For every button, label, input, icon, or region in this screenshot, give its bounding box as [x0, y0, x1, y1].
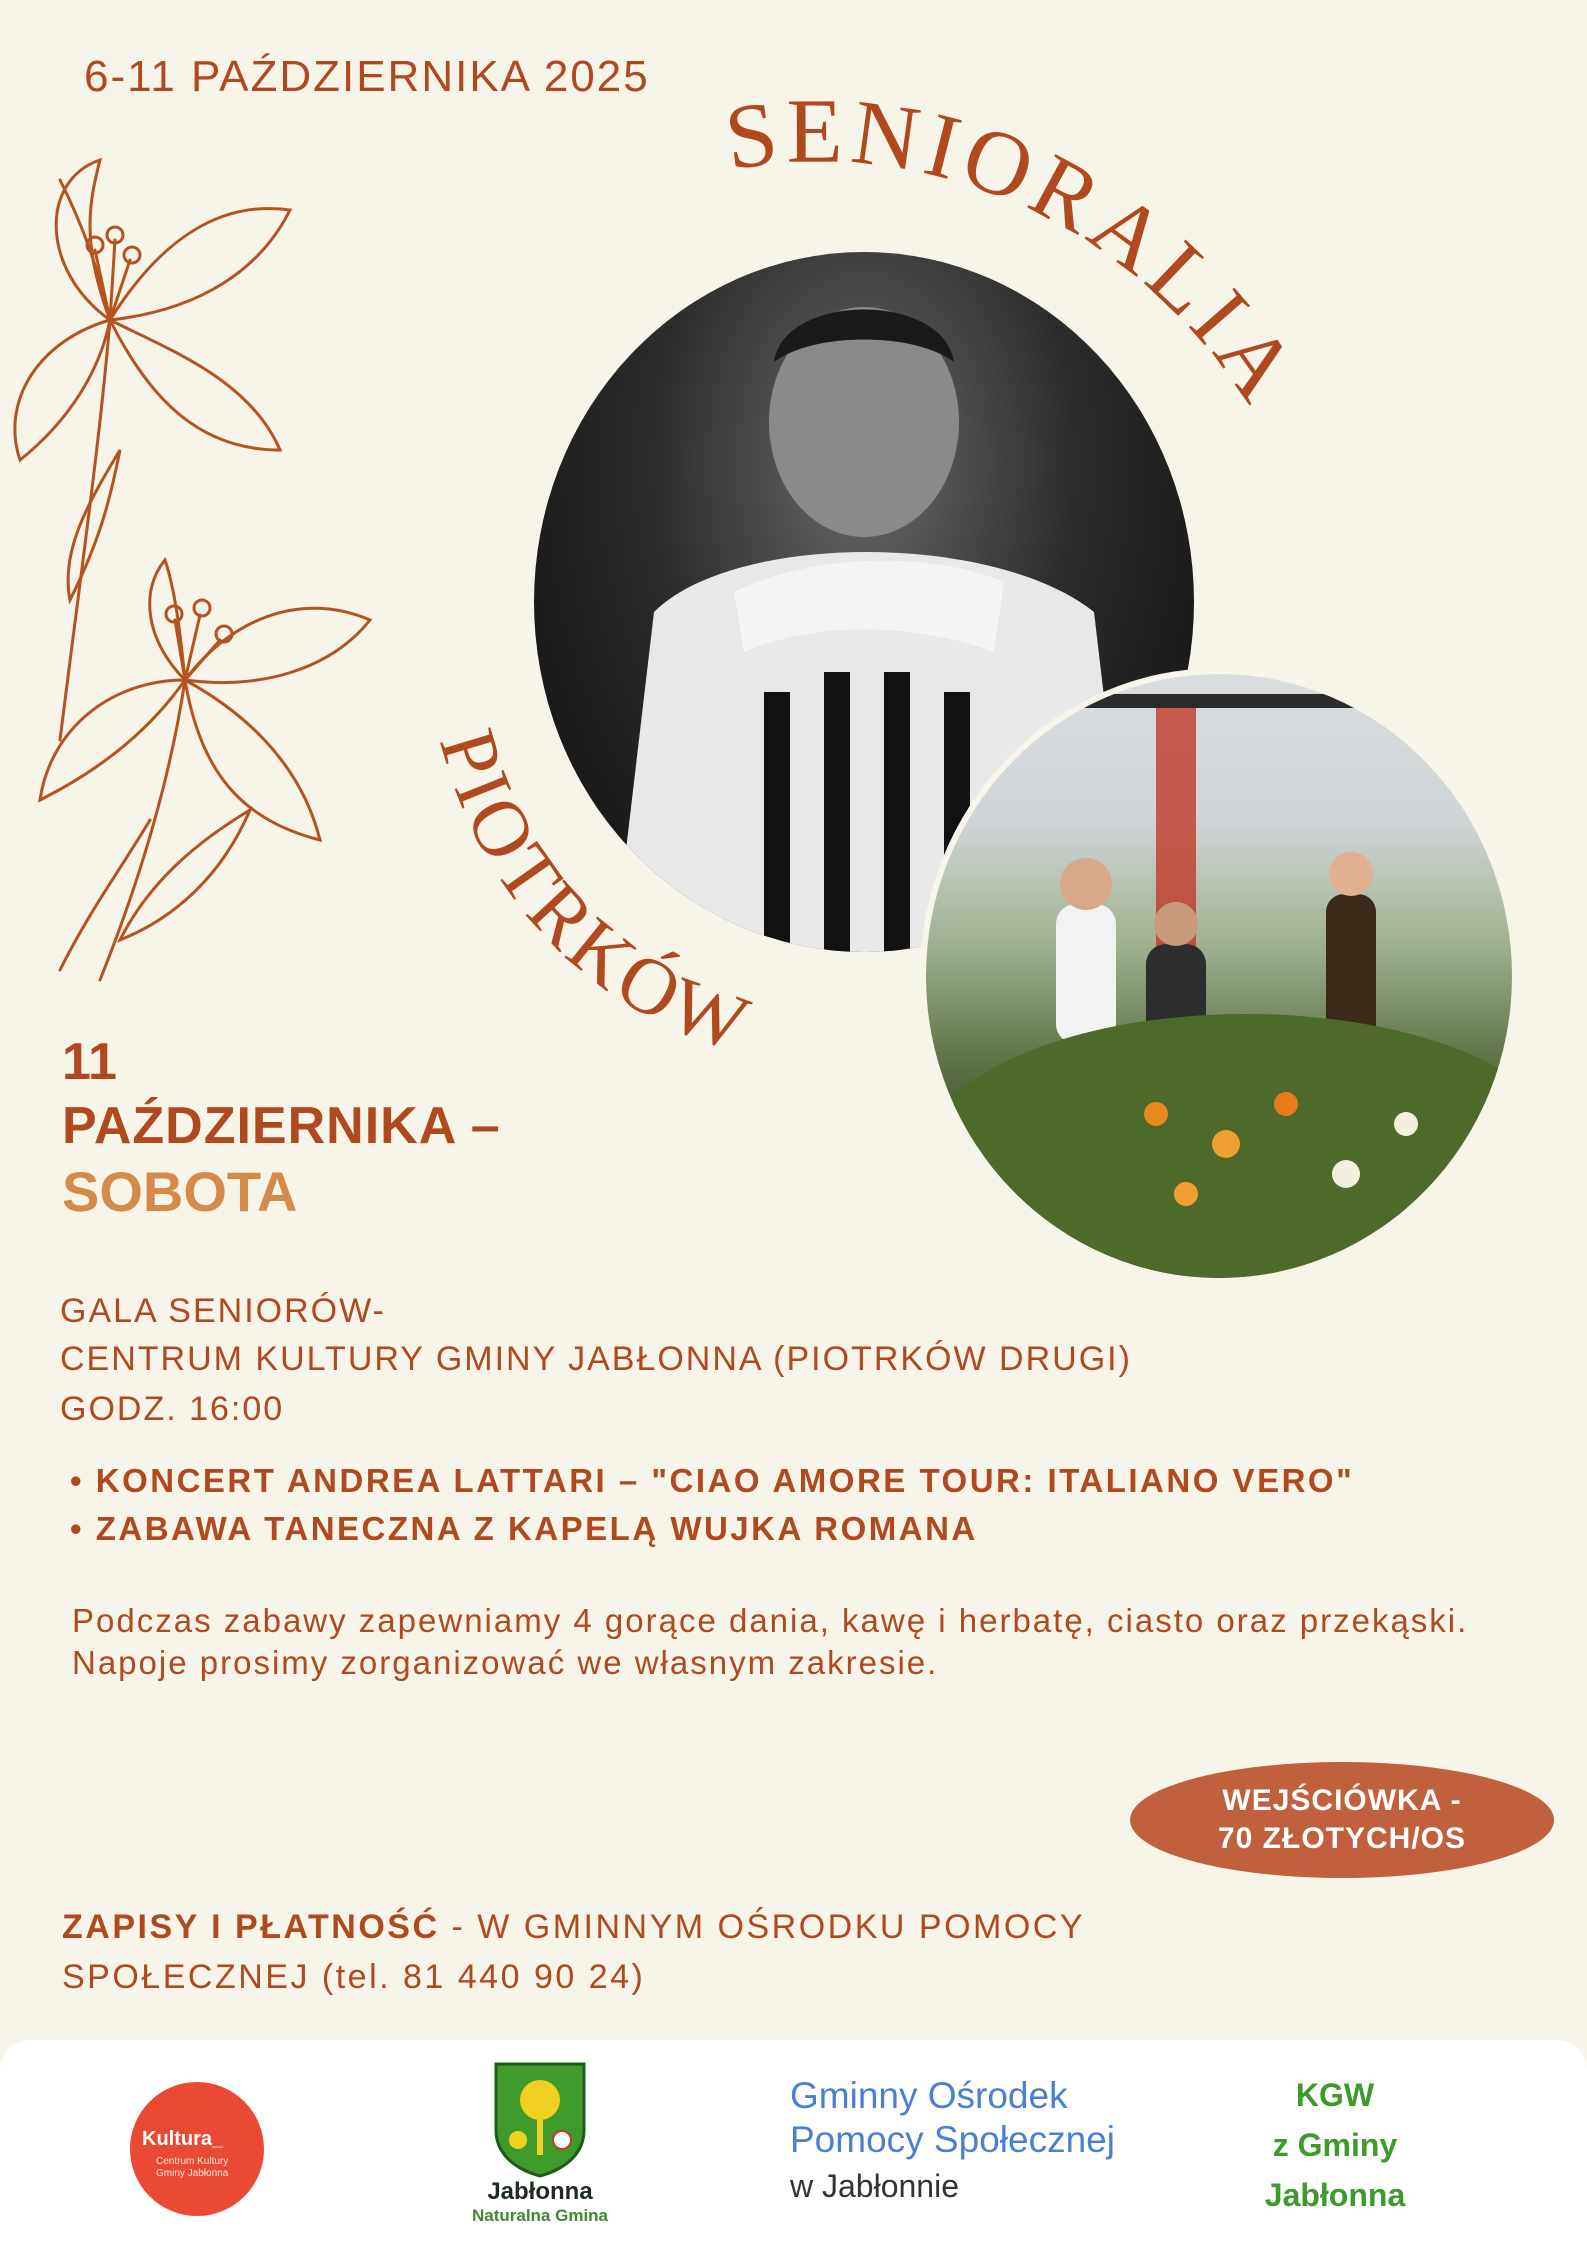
gops-logo: Gminny Ośrodek Pomocy Społecznej: [790, 2075, 1115, 2160]
gala-time: GODZ. 16:00: [60, 1390, 285, 1428]
gala-venue: CENTRUM KULTURY GMINY JABŁONNA (PIOTRKÓW DRUGI): [60, 1340, 1132, 1378]
gala-title: GALA SENIORÓW-: [60, 1292, 386, 1330]
svg-text:SENIORALIA: [719, 80, 1320, 423]
ticket-label: WEJŚCIÓWKA -: [1222, 1784, 1462, 1817]
event-month: PAŹDZIERNIKA –: [62, 1097, 501, 1155]
jablonna-logo-name: Jabłonna: [487, 2178, 593, 2205]
ticket-price: 70 ZŁOTYCH/OS: [1217, 1822, 1467, 1855]
kgw-logo: KGW z Gminy Jabłonna: [1264, 2077, 1406, 2213]
svg-text:PIOTRKÓW: [422, 720, 762, 1070]
event-day: 11: [62, 1033, 117, 1091]
jablonna-crest-icon: [492, 2060, 588, 2178]
catering-note: Podczas zabawy zapewniamy 4 gorące dania, kawę i herbatę, ciasto oraz przekąski. Napoje prosimy zorganizować we własnym zakresie.: [72, 1602, 1469, 1681]
program-item: • ZABAWA TANECZNA Z KAPELĄ WUJKA ROMANA: [70, 1510, 978, 1547]
program-item: • KONCERT ANDREA LATTARI – "CIAO AMORE TOUR: ITALIANO VERO": [70, 1462, 1355, 1499]
ticket-price-badge: [1130, 1762, 1554, 1878]
event-title: SENIORALIA: [719, 79, 1321, 423]
event-weekday: SOBOTA: [62, 1160, 298, 1223]
signup-info: ZAPISY I PŁATNOŚĆ - W GMINNYM OŚRODKU POMOCY SPOŁECZNEJ (tel. 81 440 90 24): [62, 1908, 1085, 1996]
event-location-title: PIOTRKÓW: [422, 719, 763, 1071]
date-range: 6-11 PAŹDZIERNIKA 2025: [84, 52, 650, 101]
gops-logo-sub: w Jabłonnie: [790, 2168, 959, 2204]
jablonna-logo-tagline: Naturalna Gmina: [471, 2206, 609, 2225]
kultura-logo: Kultura_ Centrum Kultury Gminy Jabłonna: [130, 2082, 264, 2216]
